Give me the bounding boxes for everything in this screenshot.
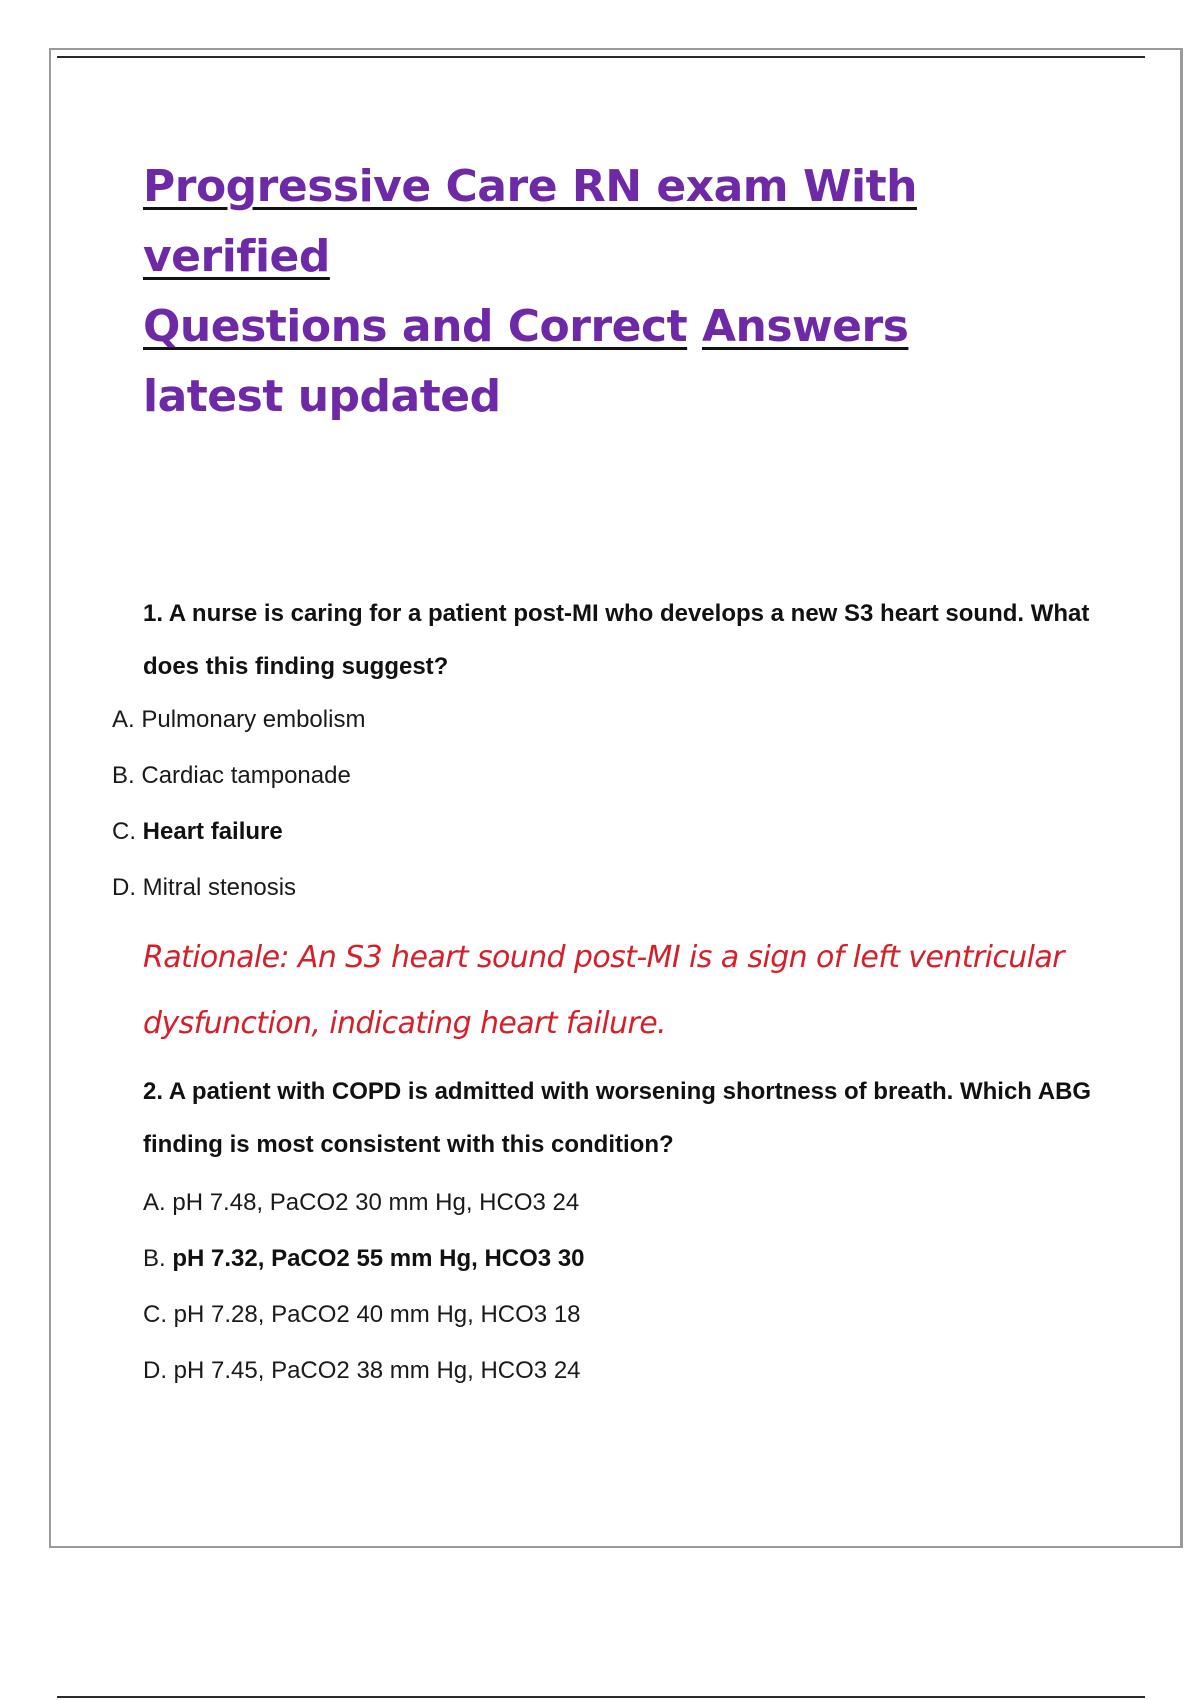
document-title bbox=[143, 152, 1063, 432]
question-1-option-b bbox=[112, 748, 365, 804]
option-text: pH 7.48, PaCO2 30 mm Hg, HCO3 24 bbox=[172, 1189, 580, 1216]
option-text: pH 7.45, PaCO2 38 mm Hg, HCO3 24 bbox=[173, 1357, 581, 1384]
question-2-options bbox=[143, 1175, 585, 1399]
question-2-option-b bbox=[143, 1231, 585, 1287]
option-letter: A. bbox=[143, 1189, 166, 1216]
option-letter: D. bbox=[143, 1357, 167, 1384]
question-1-options bbox=[112, 692, 365, 916]
question-1-option-c bbox=[112, 804, 365, 860]
option-text: Heart failure bbox=[142, 818, 283, 845]
question-2-option-a bbox=[143, 1175, 585, 1231]
option-text: pH 7.28, PaCO2 40 mm Hg, HCO3 18 bbox=[173, 1301, 581, 1328]
option-letter: C. bbox=[112, 818, 136, 845]
option-letter: B. bbox=[143, 1245, 166, 1272]
option-letter: A. bbox=[112, 706, 135, 733]
option-text: Pulmonary embolism bbox=[141, 706, 366, 733]
question-2-prompt: 2. A patient with COPD is admitted with worsening shortness of breath. Which ABG finding is most consistent with this condition? bbox=[143, 1078, 1092, 1158]
question-1-option-a bbox=[112, 692, 365, 748]
title-part-3: Answers bbox=[701, 301, 909, 352]
option-text: Cardiac tamponade bbox=[141, 762, 351, 789]
question-1-rationale: Rationale: An S3 heart sound post-MI is a sign of left ventricular dysfunction, indicating heart failure. bbox=[143, 940, 1064, 1041]
option-letter: C. bbox=[143, 1301, 167, 1328]
title-part-1: Progressive Care RN exam With verified bbox=[143, 161, 917, 282]
question-1-prompt: 1. A nurse is caring for a patient post-MI who develops a new S3 heart sound. What does this finding suggest? bbox=[143, 600, 1090, 680]
option-text: Mitral stenosis bbox=[142, 874, 297, 901]
title-part-4: latest updated bbox=[143, 371, 501, 422]
option-letter: B. bbox=[112, 762, 135, 789]
question-2-option-d bbox=[143, 1343, 585, 1399]
title-part-2: Questions and Correct bbox=[143, 301, 688, 352]
question-2-option-c bbox=[143, 1287, 585, 1343]
top-rule bbox=[57, 56, 1145, 58]
option-letter: D. bbox=[112, 874, 136, 901]
option-text: pH 7.32, PaCO2 55 mm Hg, HCO3 30 bbox=[172, 1245, 585, 1272]
bottom-rule bbox=[57, 1696, 1145, 1698]
question-1-option-d bbox=[112, 860, 365, 916]
